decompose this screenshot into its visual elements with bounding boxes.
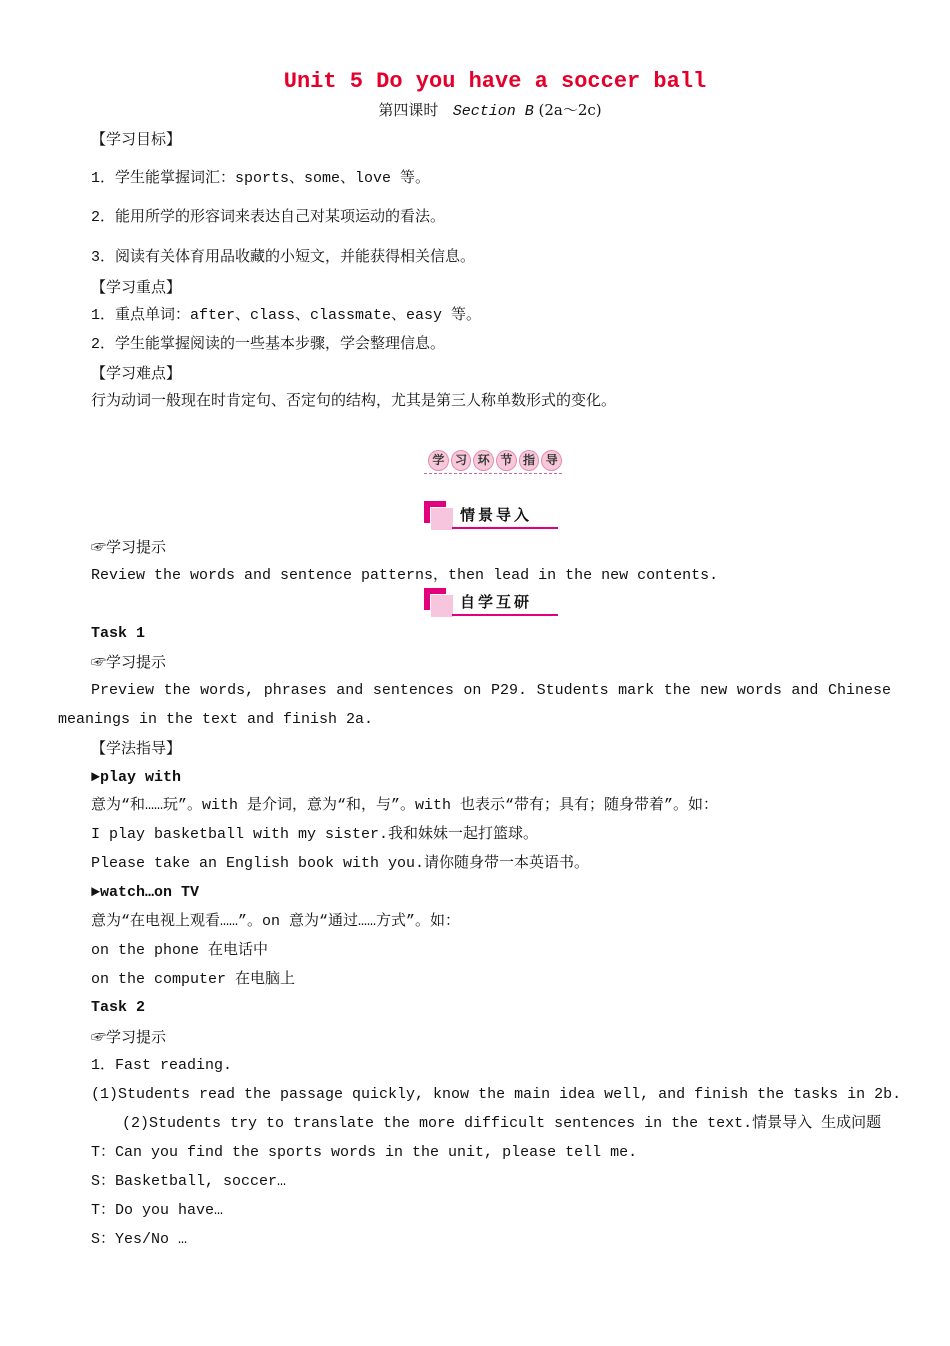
task2-subitem: (2)Students try to translate the more difficult sentences in the text.情景导入 生成问题 [122, 1115, 882, 1132]
phrase-example: on the computer 在电脑上 [91, 971, 296, 988]
intro-text: Review the words and sentence patterns，then lead in the new contents. [91, 567, 719, 584]
task1-line2: meanings in the text and finish 2a. [58, 711, 374, 728]
phrase-explanation: 意为“和……玩”。with 是介词，意为“和，与”。with 也表示“带有；具有；随身带着”。如： [91, 797, 719, 814]
dialog-line: S：Basketball, soccer… [91, 1173, 287, 1190]
section-marker-icon [430, 507, 454, 531]
task1-tip: ☞学习提示 [91, 653, 167, 671]
section-marker-icon [430, 594, 454, 618]
phrase-example: Please take an English book with you.请你随身带一本英语书。 [91, 855, 590, 872]
phrase-example: on the phone 在电话中 [91, 942, 269, 959]
subtitle-range: (2a～2c) [538, 101, 602, 119]
task1-line1: Preview the words, phrases and sentences on P29. Students mark the new words and Chinese [91, 682, 891, 699]
keypoint-item: 2．学生能掌握阅读的一些基本步骤，学会整理信息。 [91, 336, 446, 353]
method-heading: 【学法指导】 [91, 739, 182, 757]
guide-banner [424, 447, 562, 474]
banner-char: 学 [428, 450, 449, 471]
banner-char: 节 [496, 450, 517, 471]
difficulties-heading: 【学习难点】 [91, 364, 182, 382]
task2-title: Task 2 [91, 999, 146, 1016]
section-header-intro [424, 501, 558, 529]
goal-item: 1．学生能掌握词汇：sports、some、love 等。 [91, 170, 431, 187]
section-header-self-study [424, 588, 558, 616]
task1-title: Task 1 [91, 625, 146, 642]
banner-char: 习 [451, 450, 472, 471]
section-rule [452, 614, 558, 616]
banner-char: 环 [473, 450, 494, 471]
goal-item: 3．阅读有关体育用品收藏的小短文，并能获得相关信息。 [91, 249, 476, 266]
subtitle-section: Section B [452, 103, 534, 120]
phrase-heading: ►play with [91, 769, 182, 786]
phrase-heading: ►watch…on TV [91, 884, 200, 901]
keypoints-heading: 【学习重点】 [91, 278, 182, 296]
banner-char: 指 [519, 450, 540, 471]
goals-heading: 【学习目标】 [91, 130, 182, 148]
phrase-example: I play basketball with my sister.我和妹妹一起打篮球。 [91, 826, 539, 843]
page-title: Unit 5 Do you have a soccer ball [283, 69, 707, 94]
section-rule [452, 527, 558, 529]
subtitle-lesson: 第四课时 [378, 101, 439, 119]
difficulties-text: 行为动词一般现在时肯定句、否定句的结构，尤其是第三人称单数形式的变化。 [91, 393, 617, 410]
task2-item: 1．Fast reading. [91, 1057, 233, 1074]
banner-char: 导 [541, 450, 562, 471]
page-subtitle [0, 100, 950, 122]
dialog-line: T：Can you find the sports words in the unit, please tell me. [91, 1144, 638, 1161]
dialog-line: S：Yes/No … [91, 1231, 188, 1248]
task2-subitem: (1)Students read the passage quickly, know the main idea well, and finish the tasks in 2b. [91, 1086, 902, 1103]
goal-item: 2．能用所学的形容词来表达自己对某项运动的看法。 [91, 209, 446, 226]
phrase-explanation: 意为“在电视上观看……”。on 意为“通过……方式”。如： [91, 913, 461, 930]
section-label: 自学互研 [460, 593, 533, 611]
task2-tip: ☞学习提示 [91, 1028, 167, 1046]
keypoint-item: 1．重点单词：after、class、classmate、easy 等。 [91, 307, 482, 324]
section-label: 情景导入 [460, 506, 533, 524]
intro-tip: ☞学习提示 [91, 538, 167, 556]
dialog-line: T：Do you have… [91, 1202, 224, 1219]
